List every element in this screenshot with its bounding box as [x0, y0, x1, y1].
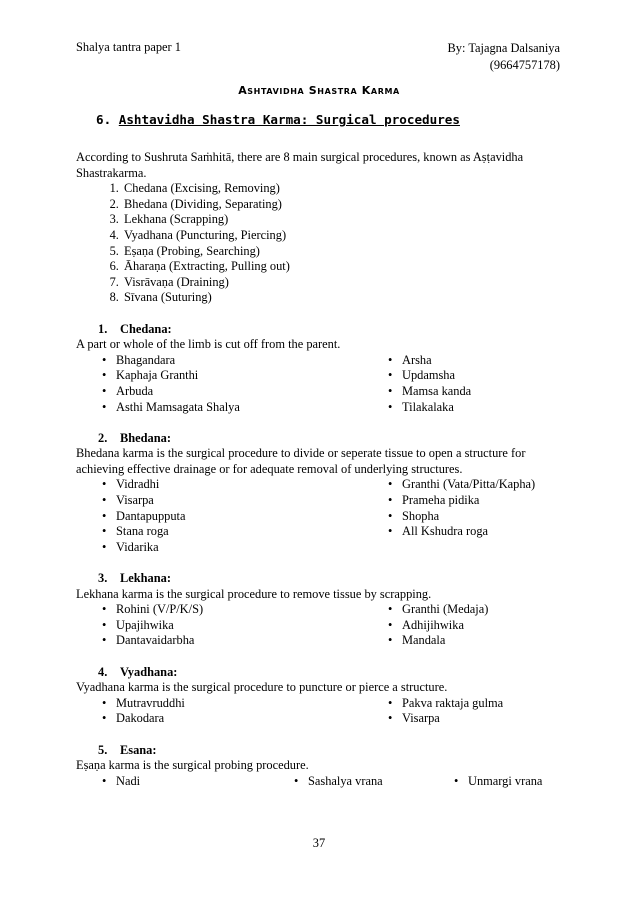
- subsection-desc: Vyadhana karma is the surgical procedure to puncture or pierce a structure.: [76, 680, 448, 695]
- subsection-desc: A part or whole of the limb is cut off from the parent.: [76, 337, 341, 352]
- list-item-text: Pakva raktaja gulma: [402, 695, 504, 710]
- list-item-text: Adhijihwika: [402, 617, 464, 632]
- list-item-text: Mandala: [402, 633, 446, 648]
- list-item-text: Dantapupputa: [116, 508, 186, 523]
- list-item: [362, 618, 566, 634]
- list-item: [362, 711, 566, 727]
- list-item: [362, 368, 566, 384]
- procedure-list: [76, 181, 566, 306]
- list-item: [76, 368, 362, 384]
- subsection-desc: Lekhana karma is the surgical procedure to remove tissue by scrapping.: [76, 586, 432, 601]
- list-item: [362, 400, 566, 416]
- list-item-text: Granthi (Vata/Pitta/Kapha): [402, 477, 536, 492]
- section-number: 6.: [96, 112, 112, 127]
- list-item: 3. Lekhana (Scrapping): [122, 212, 566, 228]
- list-item-text: Dakodara: [116, 711, 165, 726]
- list-item: [76, 618, 362, 634]
- list-item-text: Shopha: [402, 508, 440, 523]
- list-item: [76, 509, 362, 525]
- list-item-text: Stana roga: [116, 524, 169, 539]
- list-item-text: Nadi: [116, 773, 141, 788]
- list-item: [362, 696, 566, 712]
- list-item-text: Vidarika: [116, 539, 159, 554]
- list-item: [76, 633, 362, 649]
- list-item: 6. Āharaṇa (Extracting, Pulling out): [122, 259, 566, 275]
- list-item-text: Mamsa kanda: [402, 383, 472, 398]
- list-item-text: Visarpa: [116, 493, 154, 508]
- list-item: [362, 477, 566, 493]
- list-item: [76, 353, 362, 369]
- list-item-text: Mutravruddhi: [116, 695, 185, 710]
- list-item: [362, 353, 566, 369]
- list-item: [362, 509, 566, 525]
- header-phone: (9664757178): [489, 58, 560, 72]
- list-item-text: Kaphaja Granthi: [116, 368, 199, 383]
- list-item-text: Bhagandara: [116, 352, 176, 367]
- subsection-heading-lekhana: [76, 571, 566, 587]
- list-item: [76, 524, 362, 540]
- list-item-text: Updamsha: [402, 368, 455, 383]
- subsection-number: 1.: [98, 321, 108, 336]
- page-title: Ashtavidha Shastra Karma: [238, 84, 400, 97]
- header-author: By: Tajagna Dalsaniya: [447, 41, 560, 55]
- bullet-list: [76, 353, 566, 415]
- subsection-title: Vyadhana:: [120, 664, 178, 679]
- list-item-text: Sashalya vrana: [308, 773, 383, 788]
- list-item: [362, 384, 566, 400]
- subsection-number: 4.: [98, 664, 108, 679]
- list-item-text: Vidradhi: [116, 477, 160, 492]
- list-item: [76, 696, 362, 712]
- list-item: [362, 602, 566, 618]
- bullet-list: [76, 602, 566, 649]
- subsection-title: Esana:: [120, 742, 157, 757]
- subsection-desc: Bhedana karma is the surgical procedure to divide or seperate tissue to open a structure for achieving effective drainage or for adequate removal of underlying structures.: [76, 446, 526, 476]
- list-item: [362, 633, 566, 649]
- subsection-title: Lekhana:: [120, 571, 171, 586]
- subsection-number: 5.: [98, 742, 108, 757]
- list-item: [76, 493, 362, 509]
- list-item: 5. Eṣaṇa (Probing, Searching): [122, 244, 566, 260]
- list-item: [76, 540, 362, 556]
- list-item: 1. Chedana (Excising, Removing): [122, 181, 566, 197]
- list-item: [76, 400, 362, 416]
- bullet-list: [76, 696, 566, 727]
- list-item-text: Asthi Mamsagata Shalya: [116, 399, 240, 414]
- list-item: 7. Visrāvaṇa (Draining): [122, 275, 566, 291]
- list-item-text: Prameha pidika: [402, 493, 480, 508]
- subsection-heading-vyadhana: [76, 665, 566, 681]
- list-item: [268, 774, 428, 790]
- list-item: [76, 602, 362, 618]
- list-item: 4. Vyadhana (Puncturing, Piercing): [122, 228, 566, 244]
- subsection-heading-esana: [76, 743, 566, 759]
- list-item: [76, 774, 268, 790]
- list-item-text: Upajihwika: [116, 617, 174, 632]
- bullet-list: [76, 477, 566, 555]
- list-item: [362, 524, 566, 540]
- list-item: [362, 493, 566, 509]
- page-number: 37: [312, 836, 326, 850]
- list-item-text: Arsha: [402, 352, 432, 367]
- list-item-text: Granthi (Medaja): [402, 602, 489, 617]
- list-item-text: Unmargi vrana: [468, 773, 543, 788]
- list-item: [76, 384, 362, 400]
- section-heading: [96, 112, 460, 127]
- list-item: [428, 774, 566, 790]
- list-item-text: All Kshudra roga: [402, 524, 489, 539]
- subsection-title: Bhedana:: [120, 430, 171, 445]
- main-content: [76, 150, 566, 789]
- section-heading-text: Ashtavidha Shastra Karma: Surgical procedures: [118, 112, 460, 127]
- list-item-text: Visarpa: [402, 711, 440, 726]
- header-left: Shalya tantra paper 1: [76, 40, 181, 54]
- subsection-title: Chedana:: [120, 321, 172, 336]
- subsection-heading-chedana: [76, 322, 566, 338]
- header-right: [448, 40, 560, 74]
- intro-paragraph: According to Sushruta Saṁhitā, there are 8 main surgical procedures, known as Aṣṭavidha Shastrakarma.: [76, 150, 524, 180]
- bullet-list: [76, 774, 566, 790]
- list-item: [76, 477, 362, 493]
- list-item-text: Tilakalaka: [402, 399, 454, 414]
- list-item-text: Arbuda: [116, 383, 154, 398]
- list-item-text: Rohini (V/P/K/S): [116, 602, 204, 617]
- subsection-number: 3.: [98, 571, 108, 586]
- list-item-text: Dantavaidarbha: [116, 633, 195, 648]
- list-item: 8. Sīvana (Suturing): [122, 290, 566, 306]
- list-item: [76, 711, 362, 727]
- subsection-desc: Eṣaṇa karma is the surgical probing procedure.: [76, 758, 309, 773]
- subsection-heading-bhedana: [76, 431, 566, 447]
- subsection-number: 2.: [98, 430, 108, 445]
- list-item: 2. Bhedana (Dividing, Separating): [122, 197, 566, 213]
